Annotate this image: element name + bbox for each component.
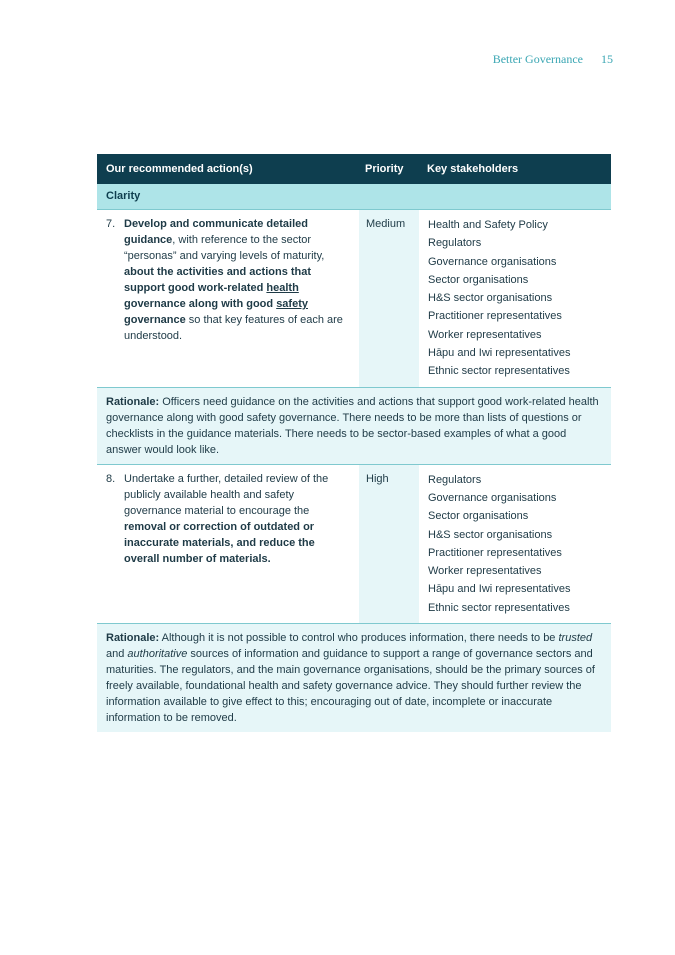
table-row [97,465,611,623]
list-item: Worker representatives [428,328,542,341]
list-item: Practitioner representatives [428,546,562,559]
action-cell [97,465,359,623]
list-item: H&S sector organisations [428,292,553,305]
list-item: Sector organisations [428,273,529,286]
list-item: Ethnic sector representatives [428,601,570,614]
list-item: Sector organisations [428,510,529,523]
rationale-row [97,387,611,465]
list-item: Health and Safety Policy [428,219,548,231]
table-header [97,154,611,184]
priority-cell: High [359,465,419,623]
running-header [493,52,613,67]
page-number: 15 [601,52,613,66]
stakeholders-cell [419,465,611,623]
table-row [97,210,611,387]
recommendations-table [97,154,611,732]
action-text: Undertake a further, detailed review of the publicly available health and safety governance material to encourage the removal or correction of outdated or inaccurate materials, and reduce the overall number of materials. [124,472,329,565]
column-header-actions: Our recommended action(s) [106,163,253,175]
action-text: Develop and communicate detailed guidance, with reference to the sector “personas” and varying levels of maturity, about the activities and actions that support good work-related health governance along with good safety governance so that key features of each are understood. [124,218,343,342]
rationale-label: Rationale: [106,632,160,645]
list-item: H&S sector organisations [428,528,553,541]
list-item: Regulators [428,473,482,486]
action-number: 7. [106,218,116,230]
priority-cell: Medium [359,210,419,387]
header-title: Better Governance [492,52,583,66]
list-item: Governance organisations [428,255,557,268]
list-item: Regulators [428,237,482,250]
rationale-text: Officers need guidance on the activities and actions that support good work-related health governance along with good safety governance. There needs to be more than lists of questions or checklists in the guidance materials. There needs to be sector-based examples of what a good answer would look like. [106,395,599,456]
list-item: Worker representatives [428,565,542,578]
action-number: 8. [106,472,116,485]
list-item: Ethnic sector representatives [428,365,570,378]
column-header-priority: Priority [365,163,404,175]
rationale-label: Rationale: [106,395,160,408]
rationale-row: Rationale: Although it is not possible to control who produces information, there needs to be trusted and authoritative sources of information and guidance to support a range of governance sectors and maturities. The regulators, and the main governance organisations, should be the primary sources of freely available, foundational health and safety governance advice. They should further review the information available to give effect to this; encouraging out of date, incomplete or inaccurate information to be removed. [97,623,611,732]
stakeholders-cell [419,210,611,387]
section-heading: Clarity [97,184,611,210]
list-item: Practitioner representatives [428,310,562,323]
list-item: Governance organisations [428,491,557,504]
column-header-stakeholders: Key stakeholders [427,163,519,175]
list-item: Hāpu and Iwi representatives [428,347,571,360]
list-item: Hāpu and Iwi representatives [428,583,571,596]
action-cell [97,210,359,387]
